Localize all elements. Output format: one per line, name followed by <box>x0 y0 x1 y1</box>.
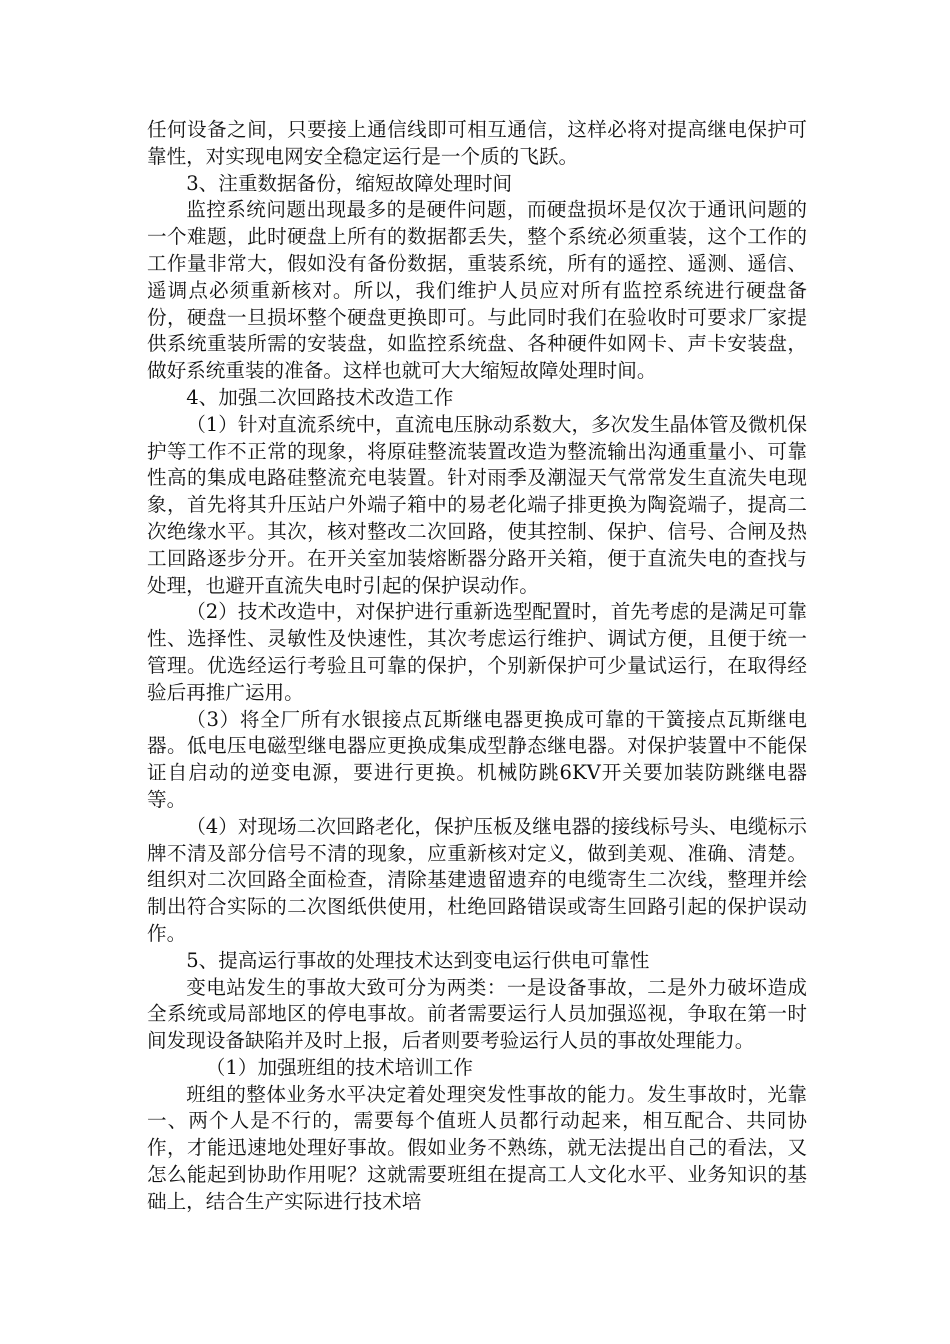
section-heading-3: 3、注重数据备份，缩短故障处理时间 <box>186 171 513 195</box>
body-text <box>147 117 807 1216</box>
paragraph-item-4: （4）对现场二次回路老化，保护压板及继电器的接线标号头、电缆标示牌不清及部分信号不清的现象，应重新核对定义，做到美观、准确、清楚。组织对二次回路全面检查，清除基建遗留遗弃的电缆寄生二次线，整理并绘制出符合实际的二次图纸供使用，杜绝回路错误或寄生回路引起的保护误动作。 <box>147 814 807 945</box>
paragraph-accident-types: 变电站发生的事故大致可分为两类：一是设备事故，二是外力破坏造成全系统或局部地区的停电事故。前者需要运行人员加强巡视，争取在第一时间发现设备缺陷并及时上报，后者则要考验运行人员的事故处理能力。 <box>147 975 807 1053</box>
paragraph-item-2: （2）技术改造中，对保护进行重新选型配置时，首先考虑的是满足可靠性、选择性、灵敏性及快速性，其次考虑运行维护、调试方便，且便于统一管理。优选经运行考验且可靠的保护，个别新保护可少量试运行，在取得经验后再推广运用。 <box>147 600 807 704</box>
paragraph-data-backup: 监控系统问题出现最多的是硬件问题，而硬盘损坏是仅次于通讯问题的一个难题，此时硬盘上所有的数据都丢失，整个系统必须重装，这个工作的工作量非常大，假如没有备份数据，重装系统，所有的遥控、遥测、遥信、遥调点必须重新核对。所以，我们维护人员应对所有监控系统进行硬盘备份，硬盘一旦损坏整个硬盘更换即可。与此同时我们在验收时可要求厂家提供系统重装所需的安装盘，如监控系统盘、各种硬件如网卡、声卡安装盘，做好系统重装的准备。这样也就可大大缩短故障处理时间。 <box>147 198 807 383</box>
paragraph-continuation: 任何设备之间，只要接上通信线即可相互通信，这样必将对提高继电保护可靠性，对实现电网安全稳定运行是一个质的飞跃。 <box>147 118 807 168</box>
paragraph-item-3: （3）将全厂所有水银接点瓦斯继电器更换成可靠的干簧接点瓦斯继电器。低电压电磁型继电器应更换成集成型静态继电器。对保护装置中不能保证自启动的逆变电源，要进行更换。机械防跳6KV开关要加装防跳继电器等。 <box>147 707 807 811</box>
section-heading-4: 4、加强二次回路技术改造工作 <box>186 385 454 409</box>
paragraph-item-1: （1）针对直流系统中，直流电压脉动系数大，多次发生晶体管及微机保护等工作不正常的现象，将原硅整流装置改造为整流输出沟通重量小、可靠性高的集成电路硅整流充电装置。针对雨季及潮湿天气常常发生直流失电现象，首先将其升压站户外端子箱中的易老化端子排更换为陶瓷端子，提高二次绝缘水平。其次，核对整改二次回路，使其控制、保护、信号、合闸及热工回路逐步分开。在开关室加装熔断器分路开关箱，便于直流失电的查找与处理，也避开直流失电时引起的保护误动作。 <box>147 412 807 597</box>
paragraph-team-training: 班组的整体业务水平决定着处理突发性事故的能力。发生事故时，光靠一、两个人是不行的，需要每个值班人员都行动起来，相互配合、共同协作，才能迅速地处理好事故。假如业务不熟练，就无法提出自己的看法，又怎么能起到协助作用呢？这就需要班组在提高工人文化水平、业务知识的基础上，结合生产实际进行技术培 <box>147 1082 807 1213</box>
subsection-heading-training: （1）加强班组的技术培训工作 <box>205 1055 473 1079</box>
section-heading-5: 5、提高运行事故的处理技术达到变电运行供电可靠性 <box>186 948 650 972</box>
